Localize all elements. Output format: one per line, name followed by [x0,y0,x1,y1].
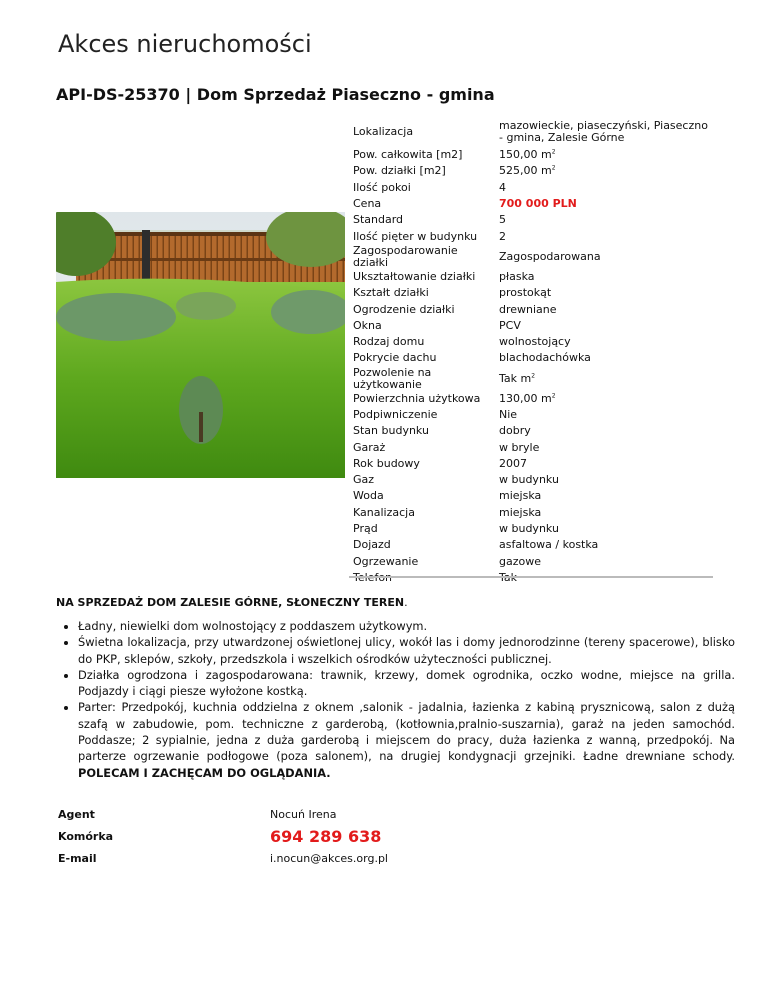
property-row [349,554,714,570]
property-value: Nie [499,408,518,421]
property-value: gazowe [499,554,541,568]
property-row-location [349,117,714,147]
property-value: PCV [499,318,521,332]
section-divider [349,576,713,578]
property-row [349,439,714,455]
property-row [349,367,714,391]
property-row-price [349,196,714,212]
property-row [349,505,714,521]
property-label: Standard [353,213,404,227]
property-row [349,334,714,350]
property-label: Garaż [353,440,386,454]
property-label: Prąd [353,522,378,536]
property-row [349,391,714,407]
property-row [349,269,714,285]
property-row [349,456,714,472]
property-row [349,180,714,196]
property-label: Ilość pięter w budynku [353,229,478,243]
property-row [349,301,714,317]
property-value: wolnostojący [499,335,571,349]
property-row [349,212,714,228]
property-row [349,350,714,366]
agent-name: Nocuń Irena [270,807,337,821]
property-label: Pokrycie dachu [353,351,437,365]
mobile-row [58,823,388,849]
property-label: Ogrodzenie działki [353,302,455,316]
property-label: Gaz [353,473,375,487]
property-label: Kanalizacja [353,505,415,519]
property-label: Rodzaj domu [353,335,425,349]
property-label: Podpiwniczenie [353,408,438,421]
property-label: Rok budowy [353,456,420,470]
property-label: Pow. działki [m2] [353,164,446,178]
property-label: Lokalizacja [353,125,414,138]
property-value: miejska [499,505,542,519]
mobile-number[interactable]: 694 289 638 [270,826,382,846]
property-label: Kształt działki [353,286,429,300]
property-row [349,407,714,423]
property-label: Pow. całkowita [m2] [353,148,463,162]
email-row [58,849,388,867]
property-row [349,228,714,244]
email-label: E-mail [58,851,97,865]
closing-statement: POLECAM I ZACHĘCAM DO OGLĄDANIA. [78,765,331,780]
property-photo [56,212,345,478]
description-list [56,618,735,781]
property-label: Cena [353,197,382,211]
property-value: mazowieckie, piaseczyński, Piaseczno - gmina, Zalesie Górne [499,119,708,144]
property-label: Telefon [353,570,393,584]
brand-name: Akces nieruchomości [58,30,312,58]
property-row [349,285,714,301]
property-label: Powierzchnia użytkowa [353,391,481,405]
property-details-table [349,117,714,586]
property-value: asfaltowa / kostka [499,538,599,552]
property-row [349,163,714,179]
property-value: 2007 [499,456,527,470]
property-label: Woda [353,489,384,503]
property-label: Dojazd [353,538,391,552]
property-value: miejska [499,489,542,503]
property-value: 5 [499,213,506,227]
property-value: w budynku [499,473,559,487]
property-row [349,537,714,553]
email-address[interactable]: i.nocun@akces.org.pl [270,851,388,865]
property-value: 2 [499,229,506,243]
property-row [349,472,714,488]
property-value: w budynku [499,522,559,536]
property-label: Stan budynku [353,424,429,438]
property-label: Okna [353,318,382,332]
property-row [349,521,714,537]
property-value: prostokąt [499,286,552,300]
property-label: Pozwolenie na użytkowanie [353,365,432,391]
description-headline: NA SPRZEDAŻ DOM ZALESIE GÓRNE, SŁONECZNY TEREN. [56,596,408,609]
property-label: Ilość pokoi [353,180,411,194]
property-value: dobry [499,424,531,438]
property-value: drewniane [499,302,557,316]
property-value: blachodachówka [499,351,591,365]
property-label: Ogrzewanie [353,554,419,568]
list-item: • Świetna lokalizacja, przy utwardzonej oświetlonej ulicy, wokół las i domy jednorodzinne (tereny spacerowe), blisko do PKP, sklepów, szkoły, przedszkola i wszelkich ośrodków użyteczności publicznej. [78,634,735,667]
listing-title: API-DS-25370 | Dom Sprzedaż Piaseczno - gmina [56,85,495,104]
property-value: Tak [499,570,518,584]
mobile-label: Komórka [58,829,114,843]
price-value: 700 000 PLN [499,197,577,211]
property-value: Tak $m^2$ [499,371,536,385]
property-value: 525,00 $m^2$ [499,164,556,178]
agent-row [58,805,388,823]
property-value: 130,00 $m^2$ [499,391,556,405]
property-value: płaska [499,269,535,283]
list-item: • Parter: Przedpokój, kuchnia oddzielna z oknem ,salonik - jadalnia, łazienka z kabiną prysznicową, salon z dużą szafą w zabudowie, pom. techniczne z garderobą, (kotłownia,pralnio-suszarnia), garaż na jeden samochód. Poddasze; 2 sypialnie, jedna z duża garderobą i miejscem do pracy, duża łazienka z wanną, przedpokój. Na parterze ogrzewanie podłogowe (poza salonem), na drugiej kondygnacji grzejniki. Ładne drewniane schody. POLECAM I ZACHĘCAM DO OGLĄDANIA. [78,699,735,780]
property-row [349,318,714,334]
property-value: 150,00 $m^2$ [499,148,556,162]
property-label: Zagospodarowanie działki [353,243,458,269]
agent-label: Agent [58,807,95,821]
property-value: Zagospodarowana [499,249,601,263]
list-item: • Działka ogrodzona i zagospodarowana: trawnik, krzewy, domek ogrodnika, oczko wodne, miejsce na grilla. Podjazdy i ciągi piesze wyłożone kostką. [78,667,735,700]
property-row [349,423,714,439]
property-value: 4 [499,180,506,194]
property-row [349,147,714,163]
list-item: • Ładny, niewielki dom wolnostojący z poddaszem użytkowym. [78,618,735,634]
property-row [349,488,714,504]
agent-contact-table [58,805,388,867]
property-value: w bryle [499,440,540,454]
property-row [349,245,714,269]
property-label: Ukształtowanie działki [353,269,476,283]
